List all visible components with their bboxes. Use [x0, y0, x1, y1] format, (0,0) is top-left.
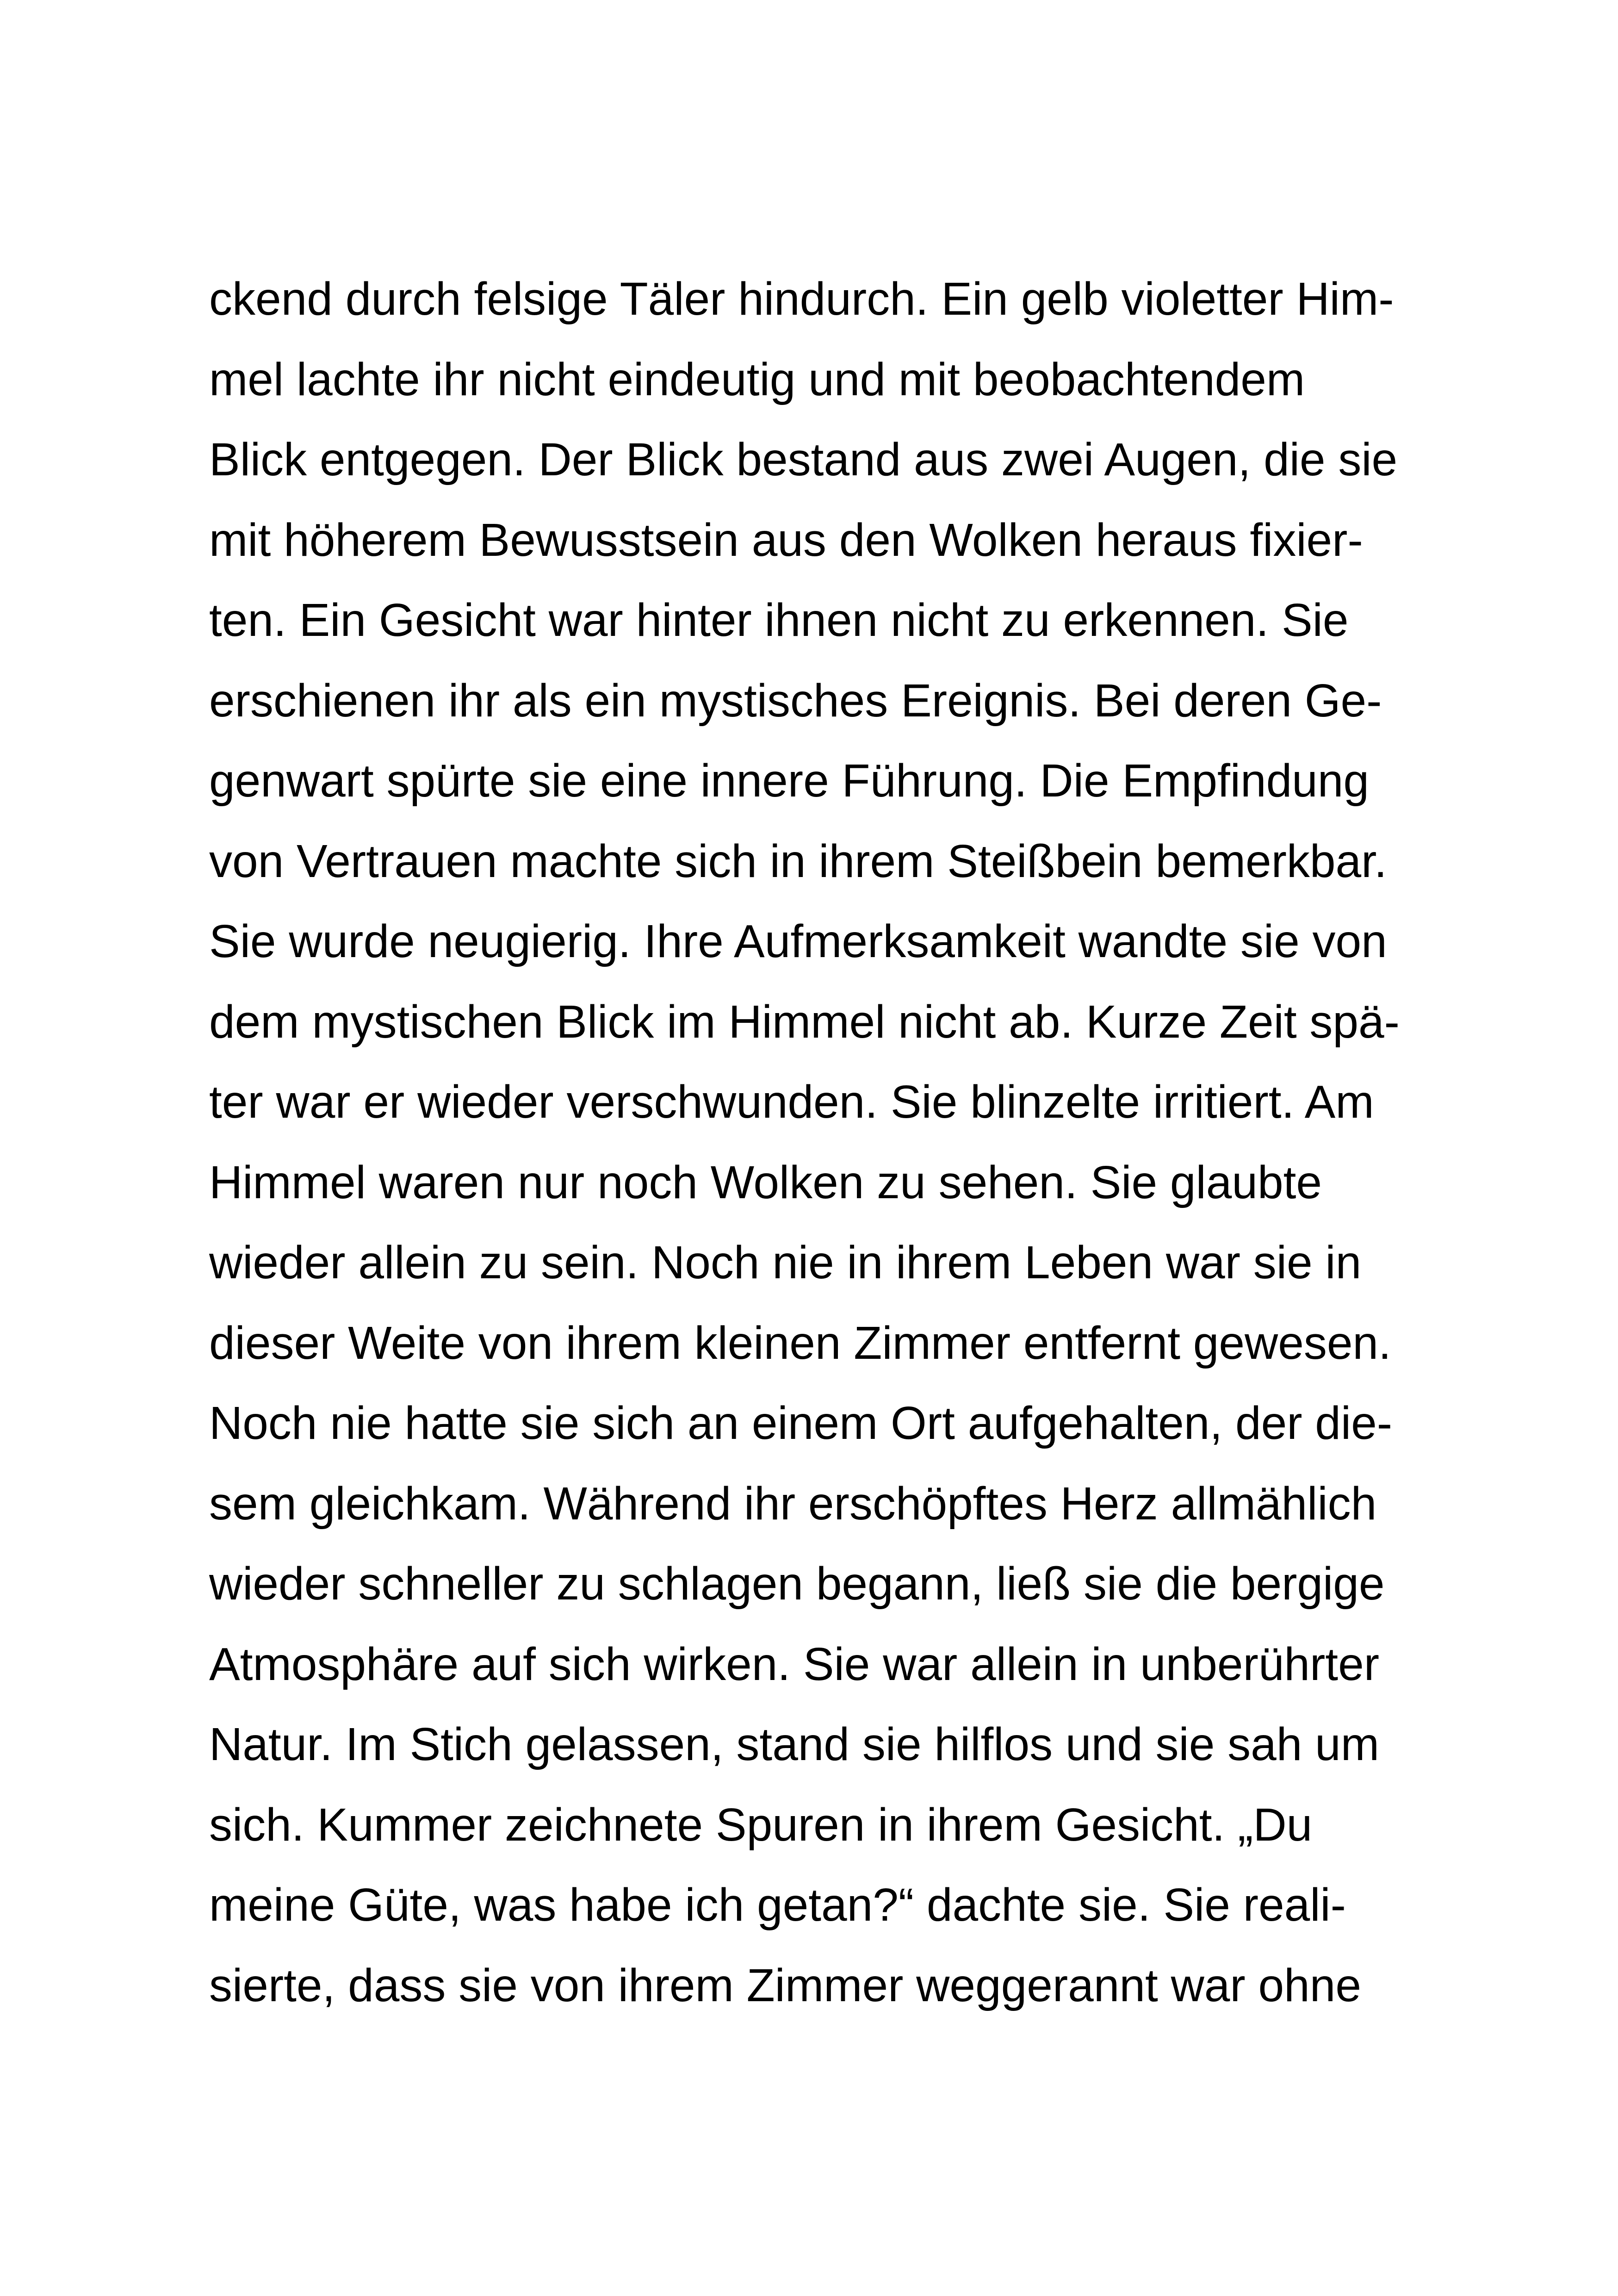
text-line: Noch nie hatte sie sich an einem Ort aufgehalten, der die- [209, 1397, 1393, 1449]
text-line: genwart spürte sie eine innere Führung. Die Empfindung [209, 755, 1370, 807]
text-line: mit höherem Bewusstsein aus den Wolken heraus fixier- [209, 514, 1363, 566]
text-line: ckend durch felsige Täler hindurch. Ein gelb violetter Him- [209, 273, 1394, 325]
text-line: Blick entgegen. Der Blick bestand aus zwei Augen, die sie [209, 434, 1398, 485]
text-line: ter war er wieder verschwunden. Sie blinzelte irritiert. Am [209, 1076, 1374, 1128]
text-line: Natur. Im Stich gelassen, stand sie hilflos und sie sah um [209, 1718, 1380, 1770]
text-line: sierte, dass sie von ihrem Zimmer weggerannt war ohne [209, 1959, 1361, 2011]
text-line: ten. Ein Gesicht war hinter ihnen nicht zu erkennen. Sie [209, 594, 1349, 646]
text-line: mel lachte ihr nicht eindeutig und mit beobachtendem [209, 353, 1305, 405]
text-line: wieder allein zu sein. Noch nie in ihrem Leben war sie in [209, 1237, 1362, 1288]
text-line: von Vertrauen machte sich in ihrem Steißbein bemerkbar. [209, 835, 1387, 887]
body-text [209, 259, 1421, 2026]
text-line: dieser Weite von ihrem kleinen Zimmer entfernt gewesen. [209, 1317, 1391, 1369]
text-line: Atmosphäre auf sich wirken. Sie war allein in unberührter [209, 1638, 1380, 1690]
text-line: meine Güte, was habe ich getan?“ dachte sie. Sie reali- [209, 1879, 1346, 1931]
text-line: Sie wurde neugierig. Ihre Aufmerksamkeit wandte sie von [209, 915, 1387, 967]
text-line: sich. Kummer zeichnete Spuren in ihrem Gesicht. „Du [209, 1798, 1313, 1851]
text-line: dem mystischen Blick im Himmel nicht ab. Kurze Zeit spä- [209, 996, 1400, 1048]
text-line: sem gleichkam. Während ihr erschöpftes Herz allmählich [209, 1477, 1377, 1530]
text-line: wieder schneller zu schlagen begann, ließ sie die bergige [209, 1558, 1385, 1610]
text-line: erschienen ihr als ein mystisches Ereignis. Bei deren Ge- [209, 674, 1382, 727]
text-line: Himmel waren nur noch Wolken zu sehen. Sie glaubte [209, 1156, 1322, 1208]
